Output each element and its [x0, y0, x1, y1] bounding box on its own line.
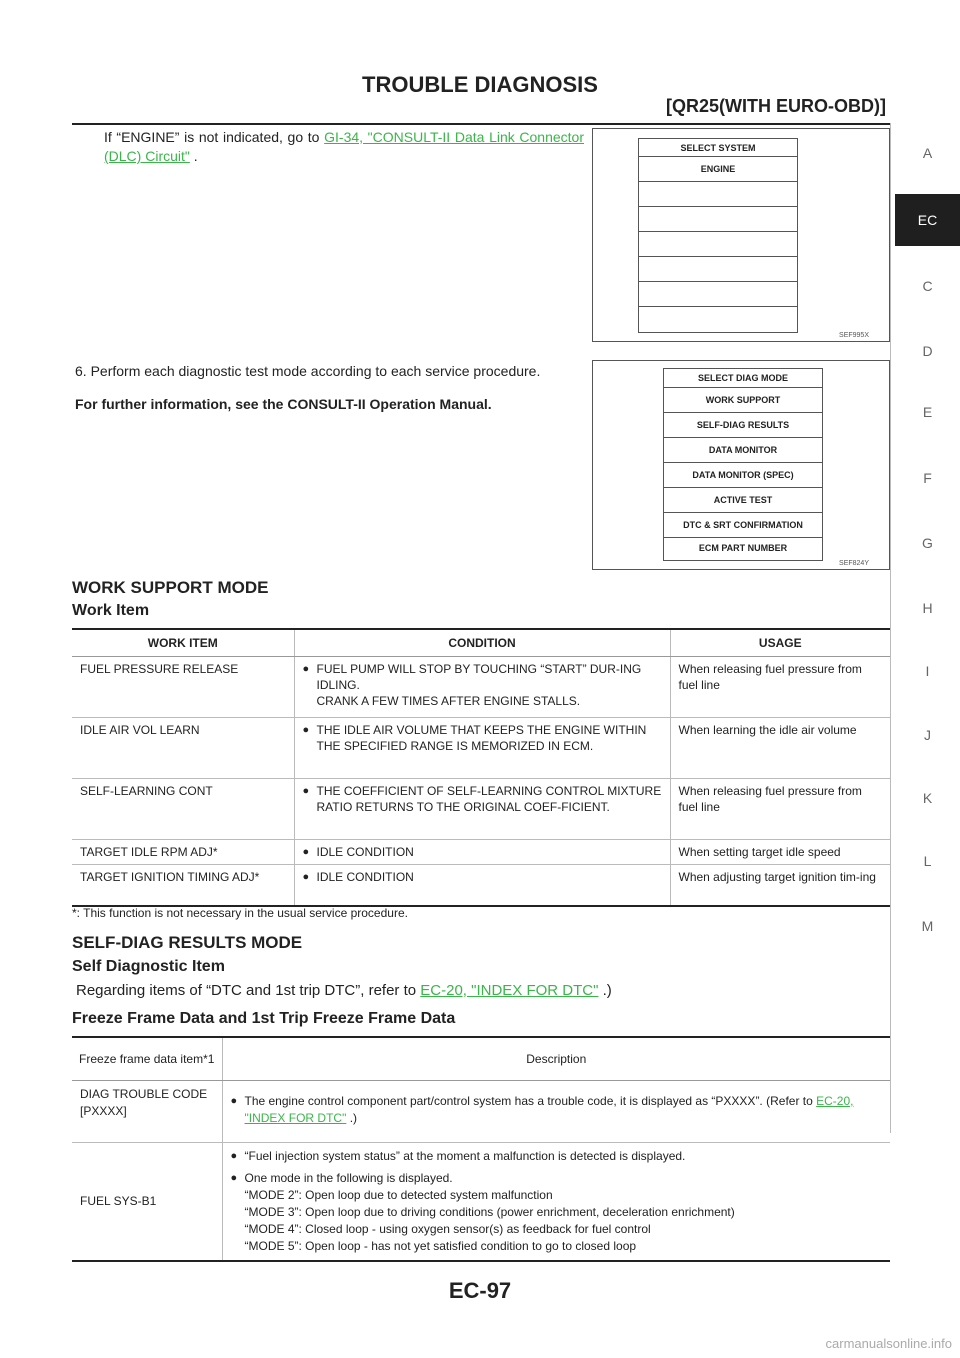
work-item-footnote: *: This function is not necessary in the usual service procedure.: [72, 906, 408, 920]
table-row: [72, 779, 890, 840]
screen-row-data-monitor-spec[interactable]: DATA MONITOR (SPEC): [664, 463, 822, 488]
intro-suffix: .: [189, 148, 198, 164]
usage-cell: When releasing fuel pressure from fuel line: [670, 779, 890, 840]
side-rule: [890, 123, 891, 1133]
side-index-k[interactable]: K: [922, 790, 933, 806]
figure-code: SEF995X: [839, 332, 869, 339]
table-row: [72, 1143, 890, 1262]
column-header: CONDITION: [294, 629, 670, 657]
bullet-icon: ●: [230, 1150, 238, 1162]
screen-row-dtc-srt[interactable]: DTC & SRT CONFIRMATION: [664, 513, 822, 538]
side-index-c[interactable]: C: [922, 278, 933, 294]
self-diag-subheading: Self Diagnostic Item: [72, 958, 225, 975]
self-diag-text: Regarding items of “DTC and 1st trip DTC”, refer to: [76, 982, 421, 999]
side-index-f[interactable]: F: [923, 470, 932, 486]
screen-row-engine[interactable]: ENGINE: [639, 157, 797, 182]
self-diag-suffix: .): [598, 982, 612, 999]
side-index-ec[interactable]: EC: [895, 194, 960, 246]
page-number: EC-97: [448, 1278, 512, 1303]
page-header-title: TROUBLE DIAGNOSIS: [362, 72, 598, 97]
page-header-subtitle: [QR25(WITH EURO-OBD)]: [666, 96, 886, 116]
description-cell: [222, 1081, 890, 1143]
side-index-j[interactable]: J: [924, 727, 931, 743]
bullet-icon: ●: [302, 785, 310, 797]
index-for-dtc-link[interactable]: EC-20, "INDEX FOR DTC": [420, 982, 599, 999]
condition-text: THE IDLE AIR VOLUME THAT KEEPS THE ENGINE WITHIN THE SPECIFIED RANGE IS MEMORIZED IN ECM.: [316, 723, 647, 753]
select-diag-mode-screen: [663, 368, 823, 561]
bullet-icon: ●: [302, 724, 310, 736]
consult-dlc-link[interactable]: GI-34, "CONSULT-II Data Link Connector (DLC) Circuit": [104, 129, 584, 164]
select-system-screen: [638, 138, 798, 333]
table-header-row: [72, 629, 890, 657]
figure-select-diag-mode: [592, 360, 890, 570]
bullet-icon: ●: [302, 846, 310, 858]
screen-row-empty: [639, 282, 797, 307]
side-index-l[interactable]: L: [923, 853, 932, 869]
screen-row-empty: [639, 232, 797, 257]
column-header: Description: [222, 1037, 890, 1081]
bullet-icon: ●: [230, 1095, 238, 1107]
screen-row-empty: [639, 257, 797, 282]
table-row: [72, 1081, 890, 1143]
screen-row-empty: [639, 307, 797, 331]
condition-cell: [294, 865, 670, 906]
description-suffix: .): [346, 1111, 358, 1125]
side-index-m[interactable]: M: [921, 918, 934, 934]
usage-cell: When releasing fuel pressure from fuel line: [670, 657, 890, 718]
freeze-frame-table: [72, 1036, 890, 1262]
step-6-note: For further information, see the CONSULT-II Operation Manual.: [75, 396, 492, 412]
side-index-e[interactable]: E: [922, 404, 933, 420]
table-row: [72, 840, 890, 865]
screen-row-data-monitor[interactable]: DATA MONITOR: [664, 438, 822, 463]
condition-text: FUEL PUMP WILL STOP BY TOUCHING “START” DUR-ING IDLING. CRANK A FEW TIMES AFTER ENGINE STALLS.: [316, 662, 642, 708]
description-line: One mode in the following is displayed.: [244, 1171, 453, 1185]
work-item-cell: FUEL PRESSURE RELEASE: [72, 657, 294, 718]
bullet-icon: ●: [302, 871, 310, 883]
work-support-heading: WORK SUPPORT MODE: [72, 578, 269, 597]
column-header: WORK ITEM: [72, 629, 294, 657]
screen-row-empty: [639, 182, 797, 207]
screen-row-empty: [639, 207, 797, 232]
header-rule: [72, 123, 890, 125]
watermark: carmanualsonline.info: [825, 1336, 952, 1351]
column-header: Freeze frame data item*1: [72, 1037, 222, 1081]
side-index-i[interactable]: I: [925, 663, 930, 679]
side-index-h[interactable]: H: [922, 600, 933, 616]
bullet-icon: ●: [302, 663, 310, 675]
condition-text: THE COEFFICIENT OF SELF-LEARNING CONTROL MIXTURE RATIO RETURNS TO THE ORIGINAL COEF-FICIENT.: [316, 784, 662, 814]
description-text: [245, 1093, 885, 1127]
screen-row-work-support[interactable]: WORK SUPPORT: [664, 388, 822, 413]
usage-cell: When learning the idle air volume: [670, 718, 890, 779]
screen-row-self-diag-results[interactable]: SELF-DIAG RESULTS: [664, 413, 822, 438]
freeze-item-cell: FUEL SYS-B1: [72, 1143, 222, 1262]
mode-line: “MODE 4”: Closed loop - using oxygen sensor(s) as feedback for fuel control: [244, 1222, 651, 1236]
self-diag-paragraph: [76, 982, 612, 999]
freeze-item-cell: DIAG TROUBLE CODE [PXXXX]: [72, 1081, 222, 1143]
side-index-a[interactable]: A: [922, 145, 933, 161]
table-header-row: [72, 1037, 890, 1081]
work-item-cell: IDLE AIR VOL LEARN: [72, 718, 294, 779]
condition-text: IDLE CONDITION: [316, 870, 414, 884]
side-index-g[interactable]: G: [922, 535, 933, 551]
work-item-subheading: Work Item: [72, 602, 150, 619]
screen-row-title: SELECT DIAG MODE: [664, 369, 822, 388]
work-item-cell: TARGET IGNITION TIMING ADJ*: [72, 865, 294, 906]
work-item-cell: TARGET IDLE RPM ADJ*: [72, 840, 294, 865]
self-diag-heading: SELF-DIAG RESULTS MODE: [72, 933, 303, 952]
description-main: The engine control component part/control system has a trouble code, it is displayed as “PXXXX”. (Refer to: [244, 1094, 817, 1108]
intro-prefix: If “ENGINE” is not indicated, go to: [104, 129, 325, 145]
figure-code: SEF824Y: [839, 560, 869, 567]
bullet-icon: ●: [230, 1172, 238, 1184]
usage-cell: When adjusting target ignition tim-ing: [670, 865, 890, 906]
screen-row-ecm-part-number[interactable]: ECM PART NUMBER: [698, 543, 788, 553]
index-for-dtc-link[interactable]: EC-20, "INDEX FOR DTC": [244, 1094, 854, 1125]
mode-line: “MODE 5”: Open loop - has not yet satisfied condition to go to closed loop: [244, 1239, 637, 1253]
condition-cell: [294, 718, 670, 779]
description-cell: [222, 1143, 890, 1262]
condition-cell: [294, 779, 670, 840]
screen-row-active-test[interactable]: ACTIVE TEST: [664, 488, 822, 513]
mode-line: “MODE 3”: Open loop due to driving conditions (power enrichment, deceleration enrichment): [244, 1205, 735, 1219]
table-row: [72, 718, 890, 779]
usage-cell: When setting target idle speed: [670, 840, 890, 865]
column-header: USAGE: [670, 629, 890, 657]
step-6-text: 6. Perform each diagnostic test mode according to each service procedure.: [75, 363, 541, 379]
condition-cell: [294, 657, 670, 718]
figure-select-system: [592, 128, 890, 342]
screen-row-title: SELECT SYSTEM: [639, 139, 797, 157]
freeze-frame-subheading: Freeze Frame Data and 1st Trip Freeze Frame Data: [72, 1010, 456, 1027]
description-text: “Fuel injection system status” at the moment a malfunction is detected is displayed.: [244, 1149, 686, 1163]
description-text: [245, 1170, 735, 1255]
side-index-d[interactable]: D: [922, 343, 933, 359]
table-row: [72, 657, 890, 718]
mode-line: “MODE 2”: Open loop due to detected system malfunction: [244, 1188, 553, 1202]
condition-cell: [294, 840, 670, 865]
work-item-table: [72, 628, 890, 907]
work-item-cell: SELF-LEARNING CONT: [72, 779, 294, 840]
table-row: [72, 865, 890, 906]
intro-paragraph: [104, 128, 584, 166]
condition-text: IDLE CONDITION: [316, 845, 414, 859]
